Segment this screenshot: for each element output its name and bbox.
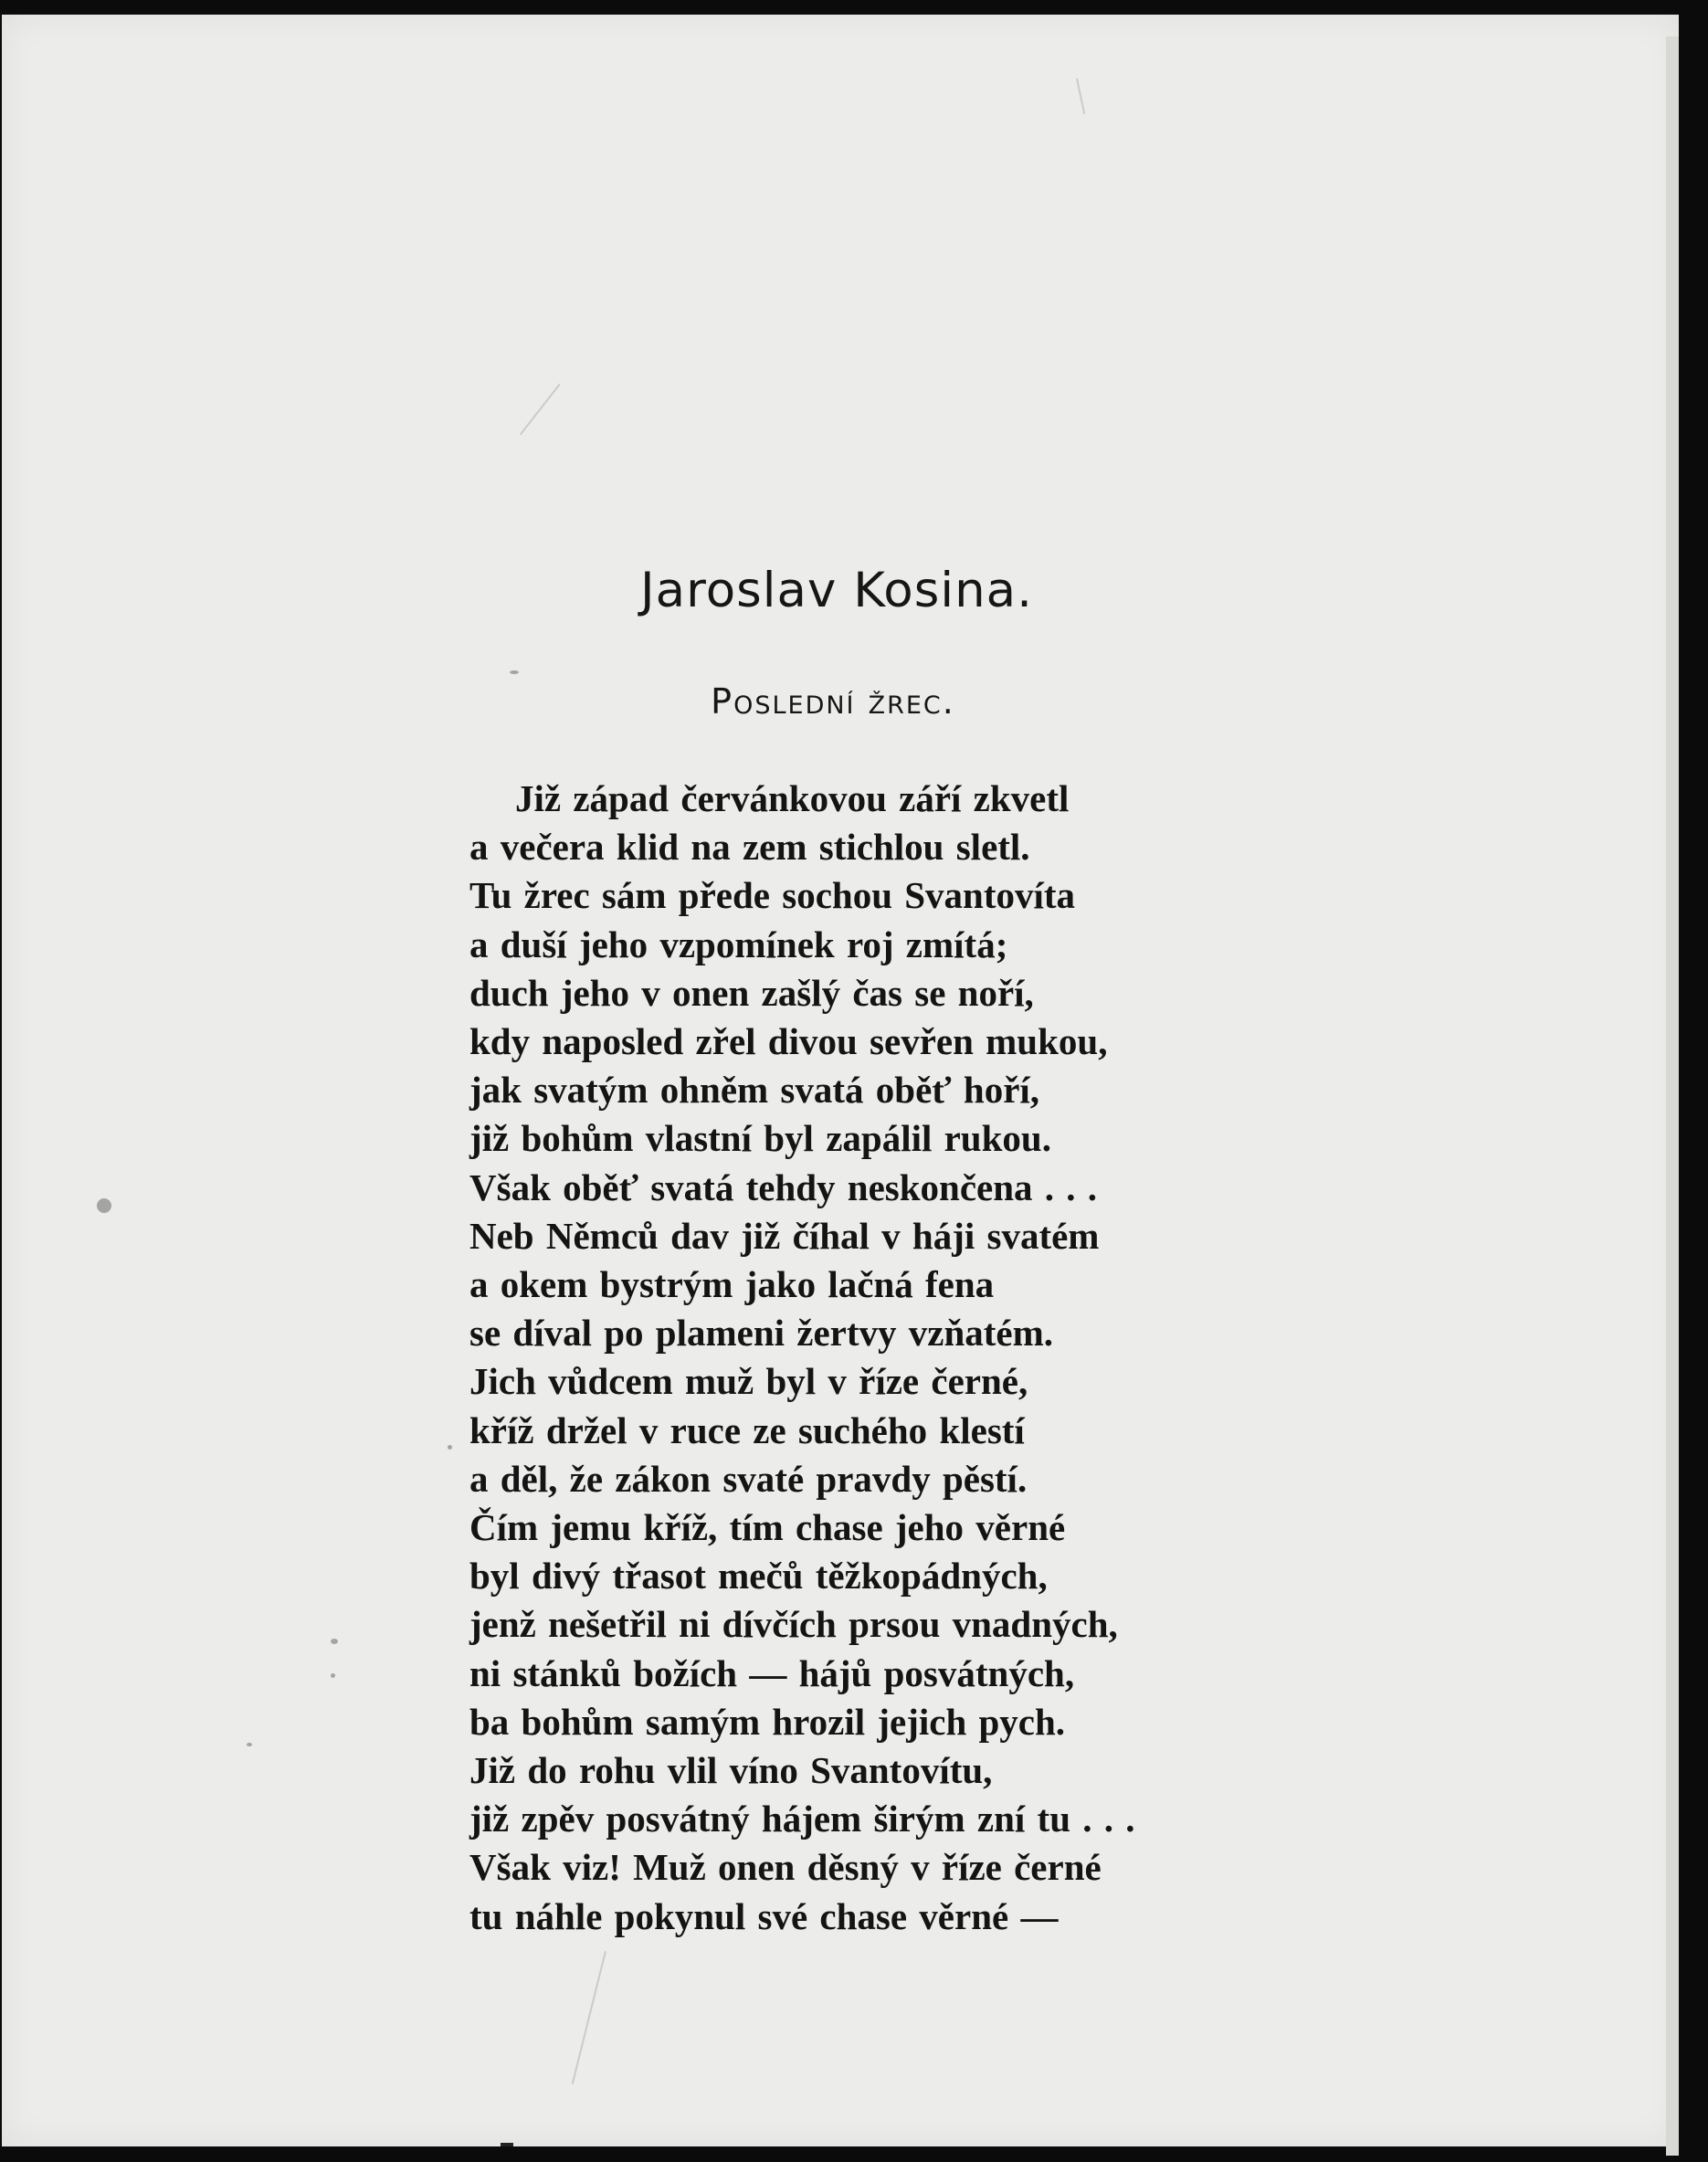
poem-line: Však oběť svatá tehdy neskončena . . . xyxy=(469,1165,1098,1208)
scan-mark xyxy=(501,2143,513,2146)
poem-line: Jich vůdcem muž byl v říze černé, xyxy=(469,1360,1028,1403)
poem-line: tu náhle pokynul své chase věrné — xyxy=(469,1894,1059,1937)
poem-line: a děl, že zákon svaté pravdy pěstí. xyxy=(469,1457,1028,1500)
poem-line: Již do rohu vlil víno Svantovítu, xyxy=(469,1749,993,1792)
poem-line: kříž držel v ruce ze suchého klestí xyxy=(469,1408,1025,1451)
page-edge xyxy=(1666,37,1679,2156)
poem-line: kdy naposled zřel divou sevřen mukou, xyxy=(469,1020,1108,1063)
poem-line: byl divý třasot mečů těžkopádných, xyxy=(469,1555,1048,1598)
book-page xyxy=(2,15,1679,2146)
poem-line: jenž nešetřil ni dívčích prsou vnadných, xyxy=(469,1603,1118,1646)
poem-line: Čím jemu kříž, tím chase jeho věrné xyxy=(469,1506,1066,1549)
author-heading: Jaroslav Kosina. xyxy=(640,563,1033,618)
scan-speck xyxy=(247,1743,252,1746)
scan-scratch xyxy=(520,384,561,435)
poem-line: duch jeho v onen zašlý čas se noří, xyxy=(469,971,1034,1014)
scan-speck xyxy=(331,1673,335,1678)
poem-line: již bohům vlastní byl zapálil rukou. xyxy=(469,1117,1051,1160)
scan-scratch xyxy=(1076,79,1085,115)
poem-line: Tu žrec sám přede sochou Svantovíta xyxy=(469,874,1076,917)
scan-scratch xyxy=(572,1951,606,2084)
scan-speck xyxy=(331,1639,338,1644)
poem-line: jak svatým ohněm svatá oběť hoří, xyxy=(469,1069,1040,1112)
poem-line: a duší jeho vzpomínek roj zmítá; xyxy=(469,923,1008,965)
poem-line: již zpěv posvátný hájem širým zní tu . . . xyxy=(469,1798,1135,1840)
poem-line: Však viz! Muž onen děsný v říze černé xyxy=(469,1846,1102,1889)
poem-line: ni stánků božích — hájů posvátných, xyxy=(469,1651,1075,1694)
scan-speck xyxy=(510,670,519,674)
poem-line: a okem bystrým jako lačná fena xyxy=(469,1263,995,1306)
poem-line: a večera klid na zem stichlou sletl. xyxy=(469,826,1030,869)
poem-line: Již západ červánkovou září zkvetl xyxy=(515,777,1070,819)
poem-line: Neb Němců dav již číhal v háji svatém xyxy=(469,1214,1100,1257)
poem-body xyxy=(469,775,1383,1941)
scan-speck xyxy=(97,1198,111,1213)
poem-line: ba bohům samým hrozil jejich pych. xyxy=(469,1700,1066,1743)
poem-line: se díval po plameni žertvy vzňatém. xyxy=(469,1312,1054,1355)
scan-speck xyxy=(448,1445,452,1450)
poem-title: Poslední žrec. xyxy=(711,681,955,722)
